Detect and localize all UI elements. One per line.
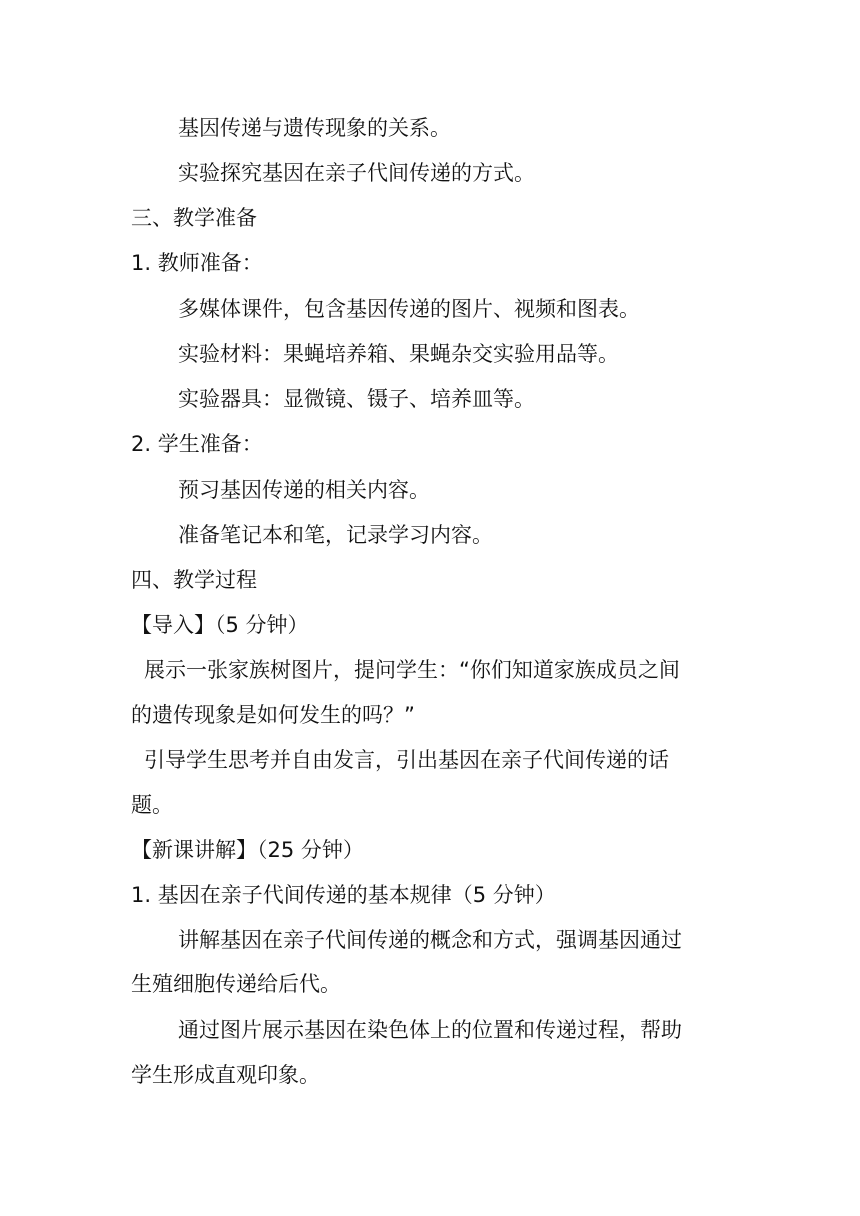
text-line: 讲解基因在亲子代间传递的概念和方式，强调基因通过	[178, 928, 682, 952]
section-heading: 三、教学准备	[131, 206, 257, 230]
text-line: 实验材料：果蝇培养箱、果蝇杂交实验用品等。	[178, 342, 619, 366]
text-line: 的遗传现象是如何发生的吗？”	[131, 703, 415, 727]
text-line: 基因传递与遗传现象的关系。	[178, 116, 451, 140]
text-line: 生殖细胞传递给后代。	[131, 972, 341, 996]
segment-heading: 【导入】（5 分钟）	[131, 613, 309, 637]
text-line: 题。	[131, 793, 173, 817]
text-line: 学生形成直观印象。	[131, 1063, 320, 1087]
section-heading: 四、教学过程	[131, 568, 257, 592]
subsection-heading: 1. 教师准备：	[131, 251, 263, 275]
text-line: 准备笔记本和笔，记录学习内容。	[178, 523, 493, 547]
segment-heading: 【新课讲解】（25 分钟）	[131, 838, 364, 862]
text-line: 实验探究基因在亲子代间传递的方式。	[178, 161, 535, 185]
text-line: 引导学生思考并自由发言，引出基因在亲子代间传递的话	[144, 748, 669, 772]
text-line: 通过图片展示基因在染色体上的位置和传递过程，帮助	[178, 1018, 682, 1042]
text-line: 展示一张家族树图片，提问学生：“你们知道家族成员之间	[144, 658, 680, 682]
text-line: 实验器具：显微镜、镊子、培养皿等。	[178, 387, 535, 411]
subsection-heading: 1. 基因在亲子代间传递的基本规律（5 分钟）	[131, 883, 556, 907]
subsection-heading: 2. 学生准备：	[131, 432, 263, 456]
text-line: 多媒体课件，包含基因传递的图片、视频和图表。	[178, 297, 640, 321]
text-line: 预习基因传递的相关内容。	[178, 478, 430, 502]
